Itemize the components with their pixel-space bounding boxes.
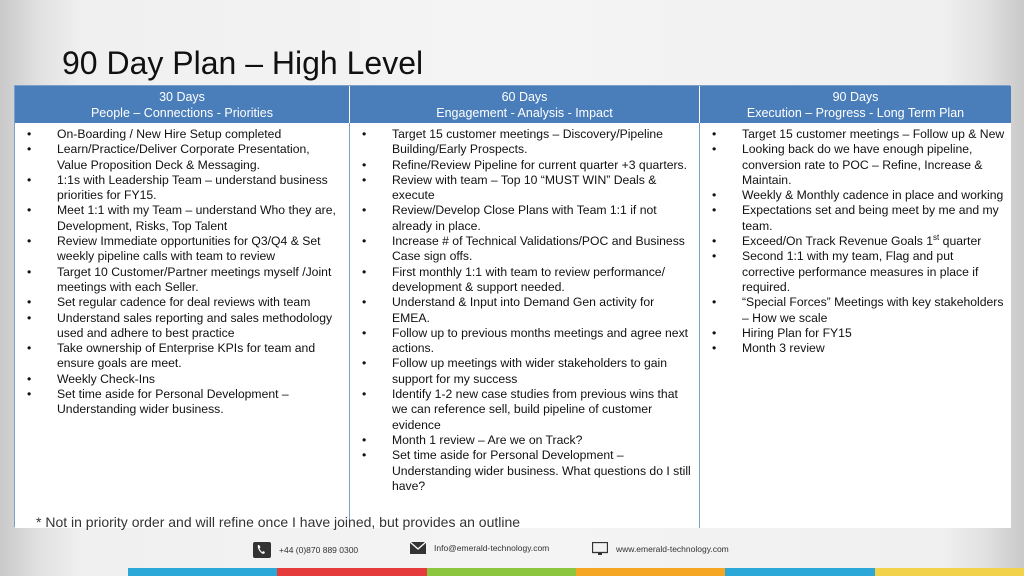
contact-email-text: Info@emerald-technology.com — [434, 543, 550, 553]
bullet-item — [21, 311, 343, 342]
bullet-text: Hiring Plan for FY15 — [742, 325, 852, 340]
bullet-item — [706, 295, 1005, 326]
contact-web-text: www.emerald-technology.com — [616, 544, 729, 554]
bullet-mark: • — [362, 127, 367, 141]
bullet-text: Meet 1:1 with my Team – understand Who they are, Development, Risks, Top Talent — [57, 203, 336, 233]
col-body-60-days — [350, 123, 700, 528]
bullet-item — [356, 173, 693, 204]
bullet-mark: • — [712, 295, 717, 310]
bullet-text: Identify 1-2 new case studies from previous wins that we can reference sell, build pipeline of customer evidence — [392, 387, 678, 432]
bullet-item — [356, 234, 693, 265]
bullet-item — [706, 142, 1005, 188]
bullet-text: Understand & Input into Demand Gen activity for EMEA. — [392, 295, 655, 325]
bullet-text: Follow up meetings with wider stakeholders to gain support for my success — [392, 356, 668, 386]
bullet-text: Target 15 customer meetings – Follow up & New — [742, 127, 1005, 141]
bullet-text: Set time aside for Personal Development – Understanding wider business. — [57, 387, 289, 417]
bullet-mark: • — [27, 172, 32, 187]
email-icon — [410, 542, 426, 554]
bullet-mark: • — [27, 387, 32, 402]
bullet-item — [21, 387, 343, 418]
bullet-mark: • — [362, 172, 367, 187]
color-bar-segment — [277, 568, 426, 576]
bullet-text: 1:1s with Leadership Team – understand business priorities for FY15. — [57, 172, 328, 203]
bullet-mark: • — [362, 325, 367, 340]
bullet-text: Learn/Practice/Deliver Corporate Presentation, Value Proposition Deck & Messaging. — [57, 142, 310, 172]
color-bar-segment — [427, 568, 576, 576]
col-header-30-days-title: 30 Days — [159, 90, 205, 104]
bullet-item — [356, 295, 693, 326]
bullet-item — [356, 203, 693, 234]
contact-email[interactable] — [410, 542, 549, 554]
bullet-text: Refine/Review Pipeline for current quarter +3 quarters. — [392, 157, 688, 172]
bullet-item — [21, 372, 343, 387]
footnote: * Not in priority order and will refine once I have joined, but provides an outline — [36, 514, 521, 530]
bullet-text: Exceed/On Track Revenue Goals 1st quarter — [742, 233, 982, 249]
bullet-text: On-Boarding / New Hire Setup completed — [57, 127, 282, 141]
bullet-item — [356, 127, 693, 158]
bullet-text: Follow up to previous months meetings and agree next actions. — [392, 325, 689, 356]
bullet-item — [356, 433, 693, 448]
bullet-mark: • — [27, 234, 32, 249]
bullet-mark: • — [27, 295, 32, 310]
bullet-text: Set time aside for Personal Development – Understanding wider business. What questions do I still have? — [392, 448, 691, 493]
contact-web[interactable] — [592, 542, 729, 556]
bullet-mark: • — [362, 356, 367, 371]
bullet-item — [706, 341, 1005, 356]
bullet-text: Looking back do we have enough pipeline, conversion rate to POC – Refine, Increase & Maintain. — [742, 142, 983, 187]
bullet-item — [706, 234, 1005, 249]
bullet-item — [21, 127, 343, 142]
bullet-mark: • — [362, 295, 367, 310]
bullet-mark: • — [362, 264, 367, 279]
bullet-mark: • — [27, 371, 32, 386]
bullet-item — [21, 295, 343, 310]
col-header-30-days-subtitle: People – Connections - Priorities — [90, 106, 274, 120]
bullet-item — [706, 249, 1005, 295]
bullet-text: Target 10 Customer/Partner meetings myself /Joint meetings with each Seller. — [57, 264, 332, 294]
bullet-mark: • — [27, 341, 32, 356]
bullet-mark: • — [362, 432, 367, 447]
color-bar-segment — [725, 568, 874, 576]
bullet-mark: • — [712, 325, 717, 340]
bullet-mark: • — [712, 142, 717, 157]
monitor-icon — [592, 542, 608, 556]
bullet-text: Month 1 review – Are we on Track? — [392, 432, 583, 447]
bullet-mark: • — [712, 249, 717, 264]
bullet-list-90-days — [706, 127, 1005, 356]
bullet-mark: • — [362, 157, 367, 172]
bullet-mark: • — [27, 142, 32, 157]
bullet-mark: • — [712, 127, 717, 141]
bullet-text: Weekly Check-Ins — [57, 371, 155, 386]
bullet-item — [356, 326, 693, 357]
bullet-text: Set regular cadence for deal reviews with team — [57, 295, 311, 310]
bullet-mark: • — [712, 234, 717, 249]
bullet-text: Target 15 customer meetings – Discovery/Pipeline Building/Early Prospects. — [392, 127, 663, 157]
col-body-90-days — [700, 123, 1011, 528]
bullet-item — [706, 326, 1005, 341]
bullet-mark: • — [27, 203, 32, 218]
bullet-mark: • — [27, 127, 32, 141]
brand-color-bar — [128, 568, 1024, 576]
bullet-text: Review with team – Top 10 “MUST WIN” Deals & execute — [392, 172, 657, 203]
col-header-90-days-title: 90 Days — [832, 90, 879, 104]
slide-title: 90 Day Plan – High Level — [62, 45, 424, 81]
bullet-item — [706, 188, 1005, 203]
bullet-text: First monthly 1:1 with team to review performance/ development & support needed. — [392, 264, 665, 294]
color-bar-segment — [128, 568, 277, 576]
col-header-60-days-title: 60 Days — [501, 90, 548, 104]
bullet-text: Review Immediate opportunities for Q3/Q4 & Set weekly pipeline calls with team to review — [57, 234, 321, 264]
color-bar-segment — [576, 568, 725, 576]
contact-footer — [0, 540, 1024, 562]
bullet-list-30-days — [21, 127, 343, 418]
contact-phone — [253, 542, 358, 558]
bullet-item — [21, 142, 343, 173]
color-bar-segment — [875, 568, 1024, 576]
bullet-mark: • — [712, 188, 717, 203]
bullet-item — [706, 127, 1005, 142]
bullet-text: Expectations set and being meet by me and my team. — [742, 203, 999, 233]
bullet-text: Take ownership of Enterprise KPIs for team and ensure goals are meet. — [57, 341, 316, 371]
bullet-item — [21, 234, 343, 265]
bullet-item — [21, 203, 343, 234]
bullet-list-60-days — [356, 127, 693, 494]
col-header-60-days-subtitle: Engagement - Analysis - Impact — [436, 106, 613, 120]
bullet-item — [21, 173, 343, 204]
bullet-text: Month 3 review — [742, 341, 825, 356]
bullet-text: Second 1:1 with my team, Flag and put corrective performance measures in place if required. — [742, 249, 979, 294]
col-header-90-days — [700, 86, 1011, 123]
bullet-mark: • — [712, 341, 717, 356]
col-header-90-days-subtitle: Execution – Progress - Long Term Plan — [746, 106, 965, 120]
bullet-item — [356, 387, 693, 433]
bullet-item — [706, 203, 1005, 234]
bullet-mark: • — [27, 310, 32, 325]
bullet-mark: • — [362, 203, 367, 218]
bullet-mark: • — [712, 203, 717, 218]
bullet-mark: • — [27, 264, 32, 279]
contact-phone-text: +44 (0)870 889 0300 — [279, 545, 359, 555]
bullet-text: Understand sales reporting and sales methodology used and adhere to best practice — [57, 310, 333, 340]
col-header-30-days — [15, 86, 350, 123]
bullet-text: Weekly & Monthly cadence in place and working — [742, 188, 1004, 203]
bullet-mark: • — [362, 387, 367, 402]
bullet-mark: • — [362, 448, 367, 463]
col-header-60-days — [350, 86, 700, 123]
bullet-item — [356, 265, 693, 296]
bullet-text: Increase # of Technical Validations/POC and Business Case sign offs. — [392, 234, 685, 264]
col-body-30-days — [15, 123, 350, 528]
bullet-text: Review/Develop Close Plans with Team 1:1 if not already in place. — [392, 203, 657, 233]
phone-icon — [253, 542, 271, 558]
bullet-text: “Special Forces” Meetings with key stakeholders – How we scale — [742, 295, 1004, 325]
bullet-mark: • — [362, 234, 367, 249]
bullet-item — [356, 158, 693, 173]
plan-table — [14, 85, 1010, 527]
bullet-item — [356, 448, 693, 494]
bullet-item — [356, 356, 693, 387]
bullet-item — [21, 265, 343, 296]
bullet-item — [21, 341, 343, 372]
